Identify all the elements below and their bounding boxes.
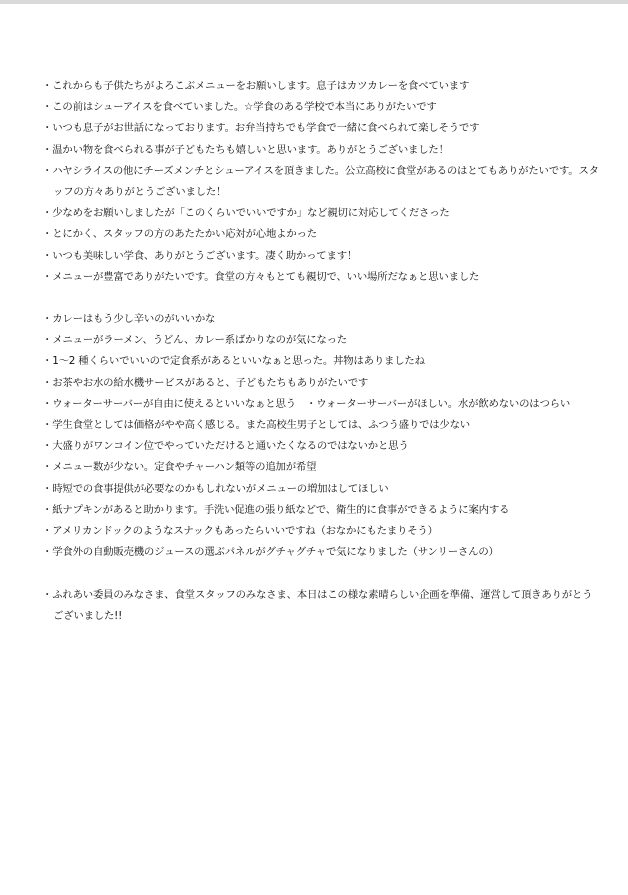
comment-item: ・カレーはもう少し辛いのがいいかな	[42, 313, 216, 325]
comment-item: ・メニューが豊富でありがたいです。食堂の方々もとても親切で、いい場所だなぁと思いました	[42, 270, 480, 283]
comment-item: ・この前はシューアイスを食べていました。☆学食のある学校で本当にありがたいです	[42, 101, 437, 114]
comment-item: ・ハヤシライスの他にチーズメンチとシューアイスを頂きました。公立高校に食堂があるのはとてもありがたいです。スタッフの方々ありがとうございました！	[42, 164, 599, 199]
thanks-message: ・ふれあい委員のみなさま、食堂スタッフのみなさま、本日はこの様な素晴らしい企画を準備、運営して頂きありがとうございました!!	[42, 589, 593, 623]
thanks-message-list	[42, 585, 602, 627]
comment-item: ・いつも息子がお世話になっております。お弁当持ちでも学食で一緒に食べられて楽しそうです	[42, 122, 480, 135]
comment-item: ・お茶やお水の給水機サービスがあると、子どもたちもありがたいです	[42, 376, 369, 389]
comment-item: ・アメリカンドックのようなスナックもあったらいいですね（おなかにもたまりそう）	[42, 525, 438, 538]
comment-item: ・温かい物を食べられる事が子どもたちも嬉しいと思います。ありがとうございました！	[42, 143, 449, 156]
comment-item: ・ウォーターサーバーが自由に使えるといいなぁと思う ・ウォーターサーバーがほしい。水が飲めないのはつらい	[42, 397, 571, 410]
comment-item: ・いつも美味しい学食、ありがとうございます。凄く助かってます！	[42, 249, 358, 262]
comment-item: ・紙ナプキンがあると助かります。手洗い促進の張り紙などで、衛生的に食事ができるように案内する	[42, 503, 510, 516]
comment-item: ・時短での食事提供が必要なのかもしれないがメニューの増加はしてほしい	[42, 482, 389, 495]
comment-item: ・学食外の自動販売機のジュースの選ぶパネルがグチャグチャで気になりました（サンリーさんの）	[42, 546, 499, 559]
request-comments-list	[42, 309, 602, 563]
comment-item: ・大盛りがワンコイン位でやっていただけると通いたくなるのではないかと思う	[42, 440, 409, 453]
comment-item: ・少なめをお願いしましたが「このくらいでいいですか」など親切に対応してくださった	[42, 207, 450, 220]
comment-item: ・1～2 種くらいでいいので定食系があるといいなぁと思った。丼物はありましたね	[42, 355, 425, 368]
comment-item: ・とにかく、スタッフの方のあたたかい応対が心地よかった	[42, 228, 317, 241]
comment-item: ・メニューがラーメン、うどん、カレー系ばかりなのが気になった	[42, 334, 347, 347]
positive-comments-list	[42, 76, 602, 288]
comment-item: ・学生食堂としては価格がやや高く感じる。また高校生男子としては、ふつう盛りでは少ない	[42, 419, 471, 432]
comment-item: ・メニュー数が少ない。定食やチャーハン類等の追加が希望	[42, 461, 317, 474]
comment-item: ・これからも子供たちがよろこぶメニューをお願いします。息子はカツカレーを食べています	[42, 80, 470, 92]
